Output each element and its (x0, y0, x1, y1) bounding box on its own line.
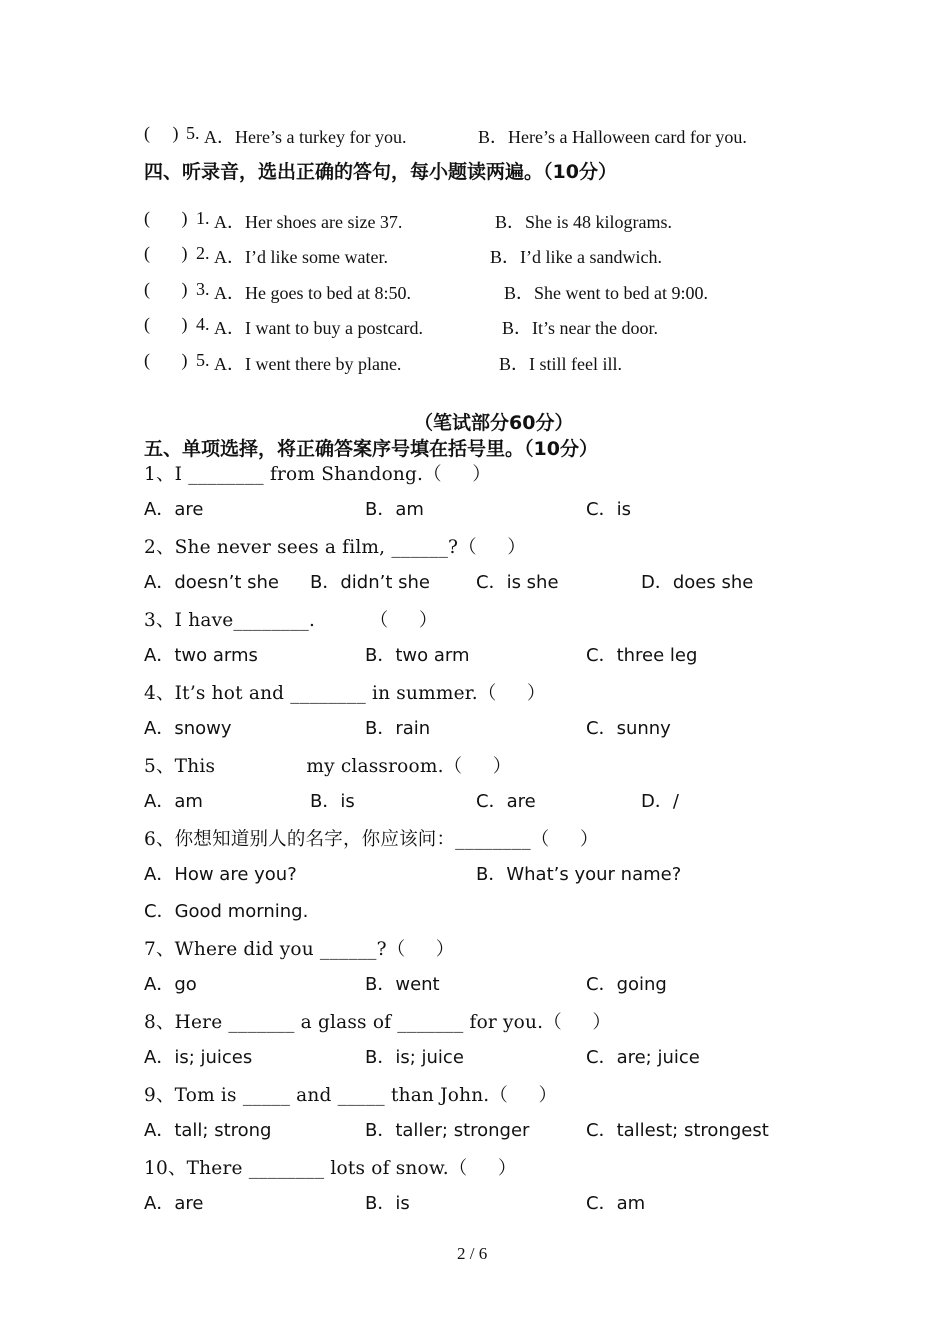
s5-q10-stem: 10、There ________ lots of snow.（ ） (144, 1158, 517, 1179)
s5-q5-option-d: D．/ (641, 791, 679, 812)
s4-q2-paren: ( ) (144, 243, 188, 263)
s4-q3-option-b: B．She went to bed at 9:00. (504, 283, 708, 303)
s5-q2-option-a: A．doesn’t she (144, 572, 279, 593)
listening-q5-num: 5. (186, 123, 200, 143)
s4-q1-paren: ( ) (144, 208, 188, 228)
s5-q7-option-a: A．go (144, 974, 197, 995)
s4-q2-num: 2. (196, 243, 210, 263)
s5-q3-stem: 3、I have________. （ ） (144, 610, 438, 631)
section4-title: 四、听录音，选出正确的答句，每小题读两遍。（10分） (144, 161, 617, 183)
s5-q5-option-b: B．is (310, 791, 355, 812)
s4-q4-option-b: B．It’s near the door. (502, 318, 658, 338)
s5-q7-option-b: B．went (365, 974, 440, 995)
s4-q4-paren: ( ) (144, 314, 188, 334)
s5-q9-option-a: A．tall; strong (144, 1120, 272, 1141)
s5-q7-option-c: C．going (586, 974, 667, 995)
s5-q8-stem: 8、Here _______ a glass of _______ for you.（ ） (144, 1012, 612, 1033)
s5-q9-option-b: B．taller; stronger (365, 1120, 530, 1141)
s5-q4-option-b: B．rain (365, 718, 431, 739)
s4-q4-num: 4. (196, 314, 210, 334)
s4-q3-paren: ( ) (144, 279, 188, 299)
s5-q1-option-a: A．are (144, 499, 204, 520)
s5-q6-stem: 6、你想知道别人的名字，你应该问：________（ ） (144, 829, 599, 850)
s5-q10-option-a: A．are (144, 1193, 204, 1214)
s4-q1-option-b: B．She is 48 kilograms. (495, 212, 673, 232)
s5-q3-option-b: B．two arm (365, 645, 470, 666)
s5-q9-stem: 9、Tom is _____ and _____ than John.（ ） (144, 1085, 558, 1106)
s5-q4-option-c: C．sunny (586, 718, 671, 739)
s5-q2-stem: 2、She never sees a film, ______?（ ） (144, 537, 526, 558)
s5-q6-option-a: A．How are you? (144, 864, 297, 885)
page-number: 2 / 6 (457, 1244, 488, 1263)
s5-q10-option-c: C．am (586, 1193, 646, 1214)
s5-q2-option-c: C．is she (476, 572, 559, 593)
listening-q5-option-b: B．Here’s a Halloween card for you. (478, 127, 747, 147)
s5-q2-option-d: D．does she (641, 572, 754, 593)
s4-q5-option-b: B．I still feel ill. (499, 354, 622, 374)
s5-q1-option-b: B．am (365, 499, 424, 520)
s5-q6-option-c: C．Good morning. (144, 901, 309, 922)
s4-q1-option-a: A．Her shoes are size 37. (214, 212, 403, 232)
s5-q9-option-c: C．tallest; strongest (586, 1120, 769, 1141)
s5-q3-option-a: A．two arms (144, 645, 258, 666)
s4-q4-option-a: A．I want to buy a postcard. (214, 318, 423, 338)
s5-q2-option-b: B．didn’t she (310, 572, 430, 593)
s5-q7-stem: 7、Where did you ______?（ ） (144, 939, 455, 960)
s5-q1-option-c: C．is (586, 499, 631, 520)
s5-q8-option-a: A．is; juices (144, 1047, 253, 1068)
s4-q5-num: 5. (196, 350, 210, 370)
s4-q3-option-a: A．He goes to bed at 8:50. (214, 283, 411, 303)
s5-q5-option-c: C．are (476, 791, 536, 812)
s5-q6-option-b: B．What’s your name? (476, 864, 682, 885)
s4-q3-num: 3. (196, 279, 210, 299)
s5-q10-option-b: B．is (365, 1193, 410, 1214)
s5-q4-stem: 4、It’s hot and ________ in summer.（ ） (144, 683, 546, 704)
s4-q2-option-b: B．I’d like a sandwich. (490, 247, 662, 267)
s5-q8-option-b: B．is; juice (365, 1047, 464, 1068)
section5-title: 五、单项选择，将正确答案序号填在括号里。（10分） (144, 438, 598, 460)
s4-q5-option-a: A．I went there by plane. (214, 354, 402, 374)
s4-q1-num: 1. (196, 208, 210, 228)
s4-q5-paren: ( ) (144, 350, 188, 370)
s4-q2-option-a: A．I’d like some water. (214, 247, 388, 267)
listening-q5-paren: ( ) (144, 123, 179, 143)
s5-q4-option-a: A．snowy (144, 718, 232, 739)
written-part-title: （笔试部分60分） (414, 412, 574, 434)
s5-q3-option-c: C．three leg (586, 645, 698, 666)
s5-q5-stem: 5、This my classroom.（ ） (144, 756, 512, 777)
s5-q8-option-c: C．are; juice (586, 1047, 700, 1068)
listening-q5-option-a: A．Here’s a turkey for you. (204, 127, 407, 147)
s5-q1-stem: 1、I ________ from Shandong.（ ） (144, 464, 491, 485)
s5-q5-option-a: A．am (144, 791, 203, 812)
